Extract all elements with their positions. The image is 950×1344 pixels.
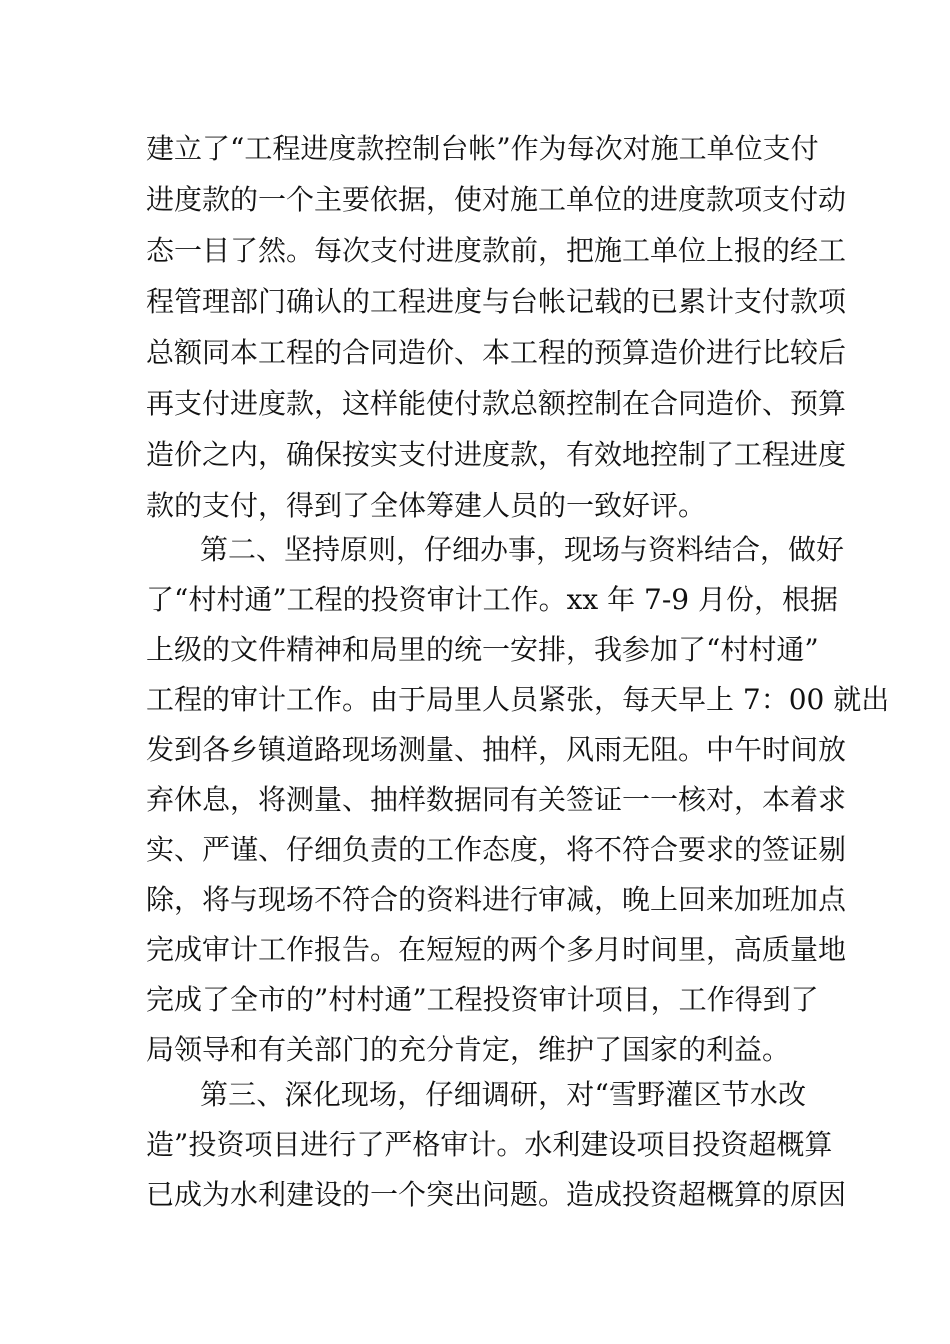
paragraph-2-line-2: 了“村村通”工程的投资审计工作。xx 年 7-9 月份，根据 [146,583,839,616]
paragraph-3-line-3: 已成为水利建设的一个突出问题。造成投资超概算的原因 [146,1178,847,1211]
paragraph-2-line-10: 完成了全市的”村村通”工程投资审计项目，工作得到了 [146,983,819,1016]
paragraph-1-line-6: 再支付进度款，这样能使付款总额控制在合同造价、预算 [146,387,847,420]
paragraph-1-line-4: 程管理部门确认的工程进度与台帐记载的已累计支付款项 [146,285,847,318]
paragraph-1-line-7: 造价之内，确保按实支付进度款，有效地控制了工程进度 [146,438,847,471]
paragraph-1-line-5: 总额同本工程的合同造价、本工程的预算造价进行比较后 [146,336,847,369]
paragraph-1-line-3: 态一目了然。每次支付进度款前，把施工单位上报的经工 [146,234,847,267]
paragraph-3-line-1: 第三、深化现场，仔细调研，对“雪野灌区节水改 [200,1078,806,1111]
paragraph-1-line-1: 建立了“工程进度款控制台帐”作为每次对施工单位支付 [146,132,819,165]
paragraph-2-line-11: 局领导和有关部门的充分肯定，维护了国家的利益。 [146,1033,791,1066]
paragraph-2-line-6: 弃休息，将测量、抽样数据同有关签证一一核对，本着求 [146,783,847,816]
paragraph-1-line-2: 进度款的一个主要依据，使对施工单位的进度款项支付动 [146,183,847,216]
paragraph-1-line-8: 款的支付，得到了全体筹建人员的一致好评。 [146,489,707,522]
paragraph-3-line-2: 造”投资项目进行了严格审计。水利建设项目投资超概算 [146,1128,833,1161]
paragraph-2-line-4: 工程的审计工作。由于局里人员紧张，每天早上 7：00 就出 [146,683,890,716]
paragraph-2-line-9: 完成审计工作报告。在短短的两个多月时间里，高质量地 [146,933,847,966]
paragraph-2-line-3: 上级的文件精神和局里的统一安排，我参加了“村村通” [146,633,819,666]
paragraph-2-line-8: 除，将与现场不符合的资料进行审减，晚上回来加班加点 [146,883,847,916]
paragraph-2-line-7: 实、严谨、仔细负责的工作态度，将不符合要求的签证剔 [146,833,847,866]
paragraph-2-line-5: 发到各乡镇道路现场测量、抽样，风雨无阻。中午时间放 [146,733,847,766]
paragraph-2-line-1: 第二、坚持原则，仔细办事，现场与资料结合，做好 [200,533,845,566]
